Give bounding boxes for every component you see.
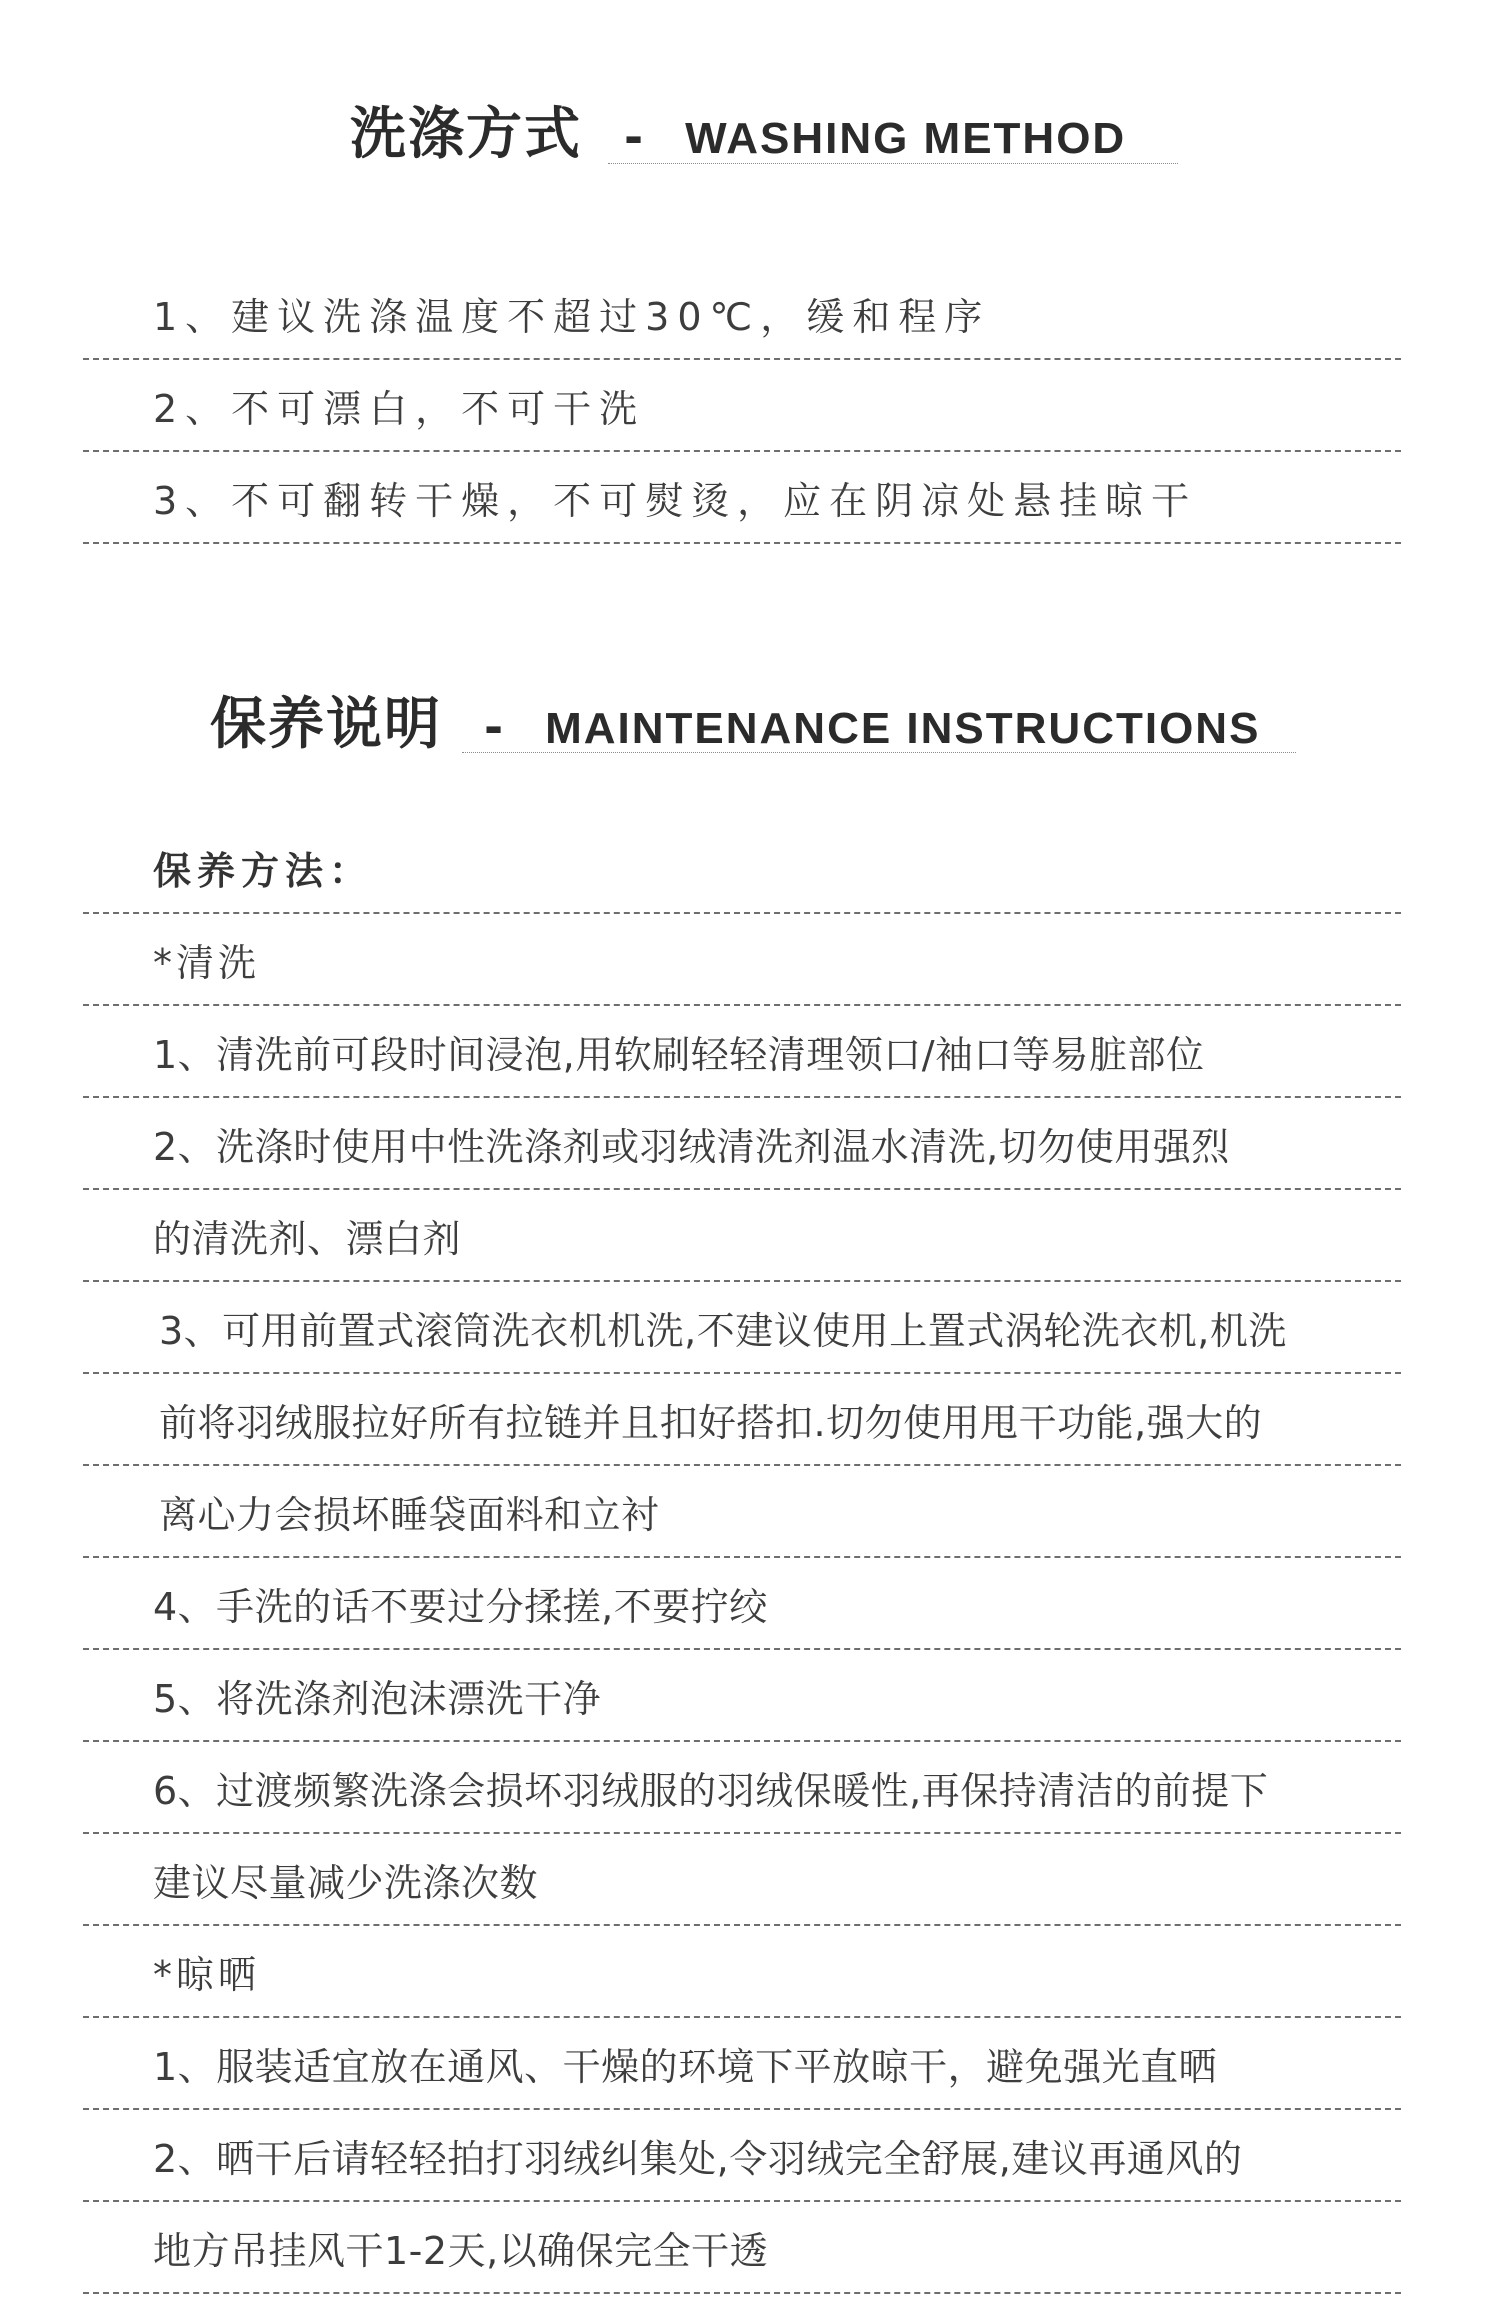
maintenance-line-text: 2、晒干后请轻轻拍打羽绒纠集处,令羽绒完全舒展,建议再通风的 (153, 2136, 1243, 2181)
maintenance-line (83, 1558, 1401, 1650)
maintenance-line (83, 1466, 1401, 1558)
maintenance-line (83, 1650, 1401, 1742)
washing-item (83, 268, 1401, 360)
washing-item-text: 3、不可翻转干燥，不可熨烫，应在阴凉处悬挂晾干 (153, 478, 1198, 523)
maintenance-line-text: 5、将洗涤剂泡沫漂洗干净 (153, 1676, 602, 1721)
maintenance-line-text: 3、可用前置式滚筒洗衣机机洗,不建议使用上置式涡轮洗衣机,机洗 (159, 1308, 1287, 1353)
maintenance-line-text: 2、洗涤时使用中性洗涤剂或羽绒清洗剂温水清洗,切勿使用强烈 (153, 1124, 1230, 1169)
maintenance-method-label: 保养方法： (153, 848, 374, 893)
washing-item-text: 2、不可漂白，不可干洗 (153, 386, 646, 431)
maintenance-method-label-row (83, 822, 1401, 914)
maintenance-line-text: 离心力会损坏睡袋面料和立衬 (159, 1492, 660, 1537)
maintenance-line-text: 1、清洗前可段时间浸泡,用软刷轻轻清理领口/袖口等易脏部位 (153, 1032, 1205, 1077)
washing-item-text: 1、建议洗涤温度不超过30℃，缓和程序 (153, 294, 991, 339)
maintenance-heading (210, 680, 1260, 760)
washing-item (83, 452, 1401, 544)
drying-subheading-row (83, 1926, 1401, 2018)
maintenance-line (83, 1834, 1401, 1926)
maintenance-line (83, 1098, 1401, 1190)
heading-dash: - (624, 110, 644, 164)
maintenance-line-text: 地方吊挂风干1-2天,以确保完全干透 (153, 2228, 769, 2273)
maintenance-line (83, 1742, 1401, 1834)
maintenance-title-en: MAINTENANCE INSTRUCTIONS (545, 704, 1261, 753)
heading-dash: - (484, 700, 504, 754)
washing-method-heading (350, 90, 1126, 170)
maintenance-line (83, 1282, 1401, 1374)
maintenance-line-text: 建议尽量减少洗涤次数 (153, 1860, 539, 1905)
maintenance-line (83, 2110, 1401, 2202)
maintenance-line-text: 6、过渡频繁洗涤会损坏羽绒服的羽绒保暖性,再保持清洁的前提下 (153, 1768, 1269, 1813)
maintenance-line-text: 4、手洗的话不要过分揉搓,不要拧绞 (153, 1584, 768, 1629)
maintenance-heading-underline (462, 752, 1296, 753)
washing-method-title-en: WASHING METHOD (685, 114, 1127, 163)
drying-subheading: *晾晒 (153, 1952, 261, 1997)
washing-subheading: *清洗 (153, 940, 261, 985)
maintenance-line-text: 1、服装适宜放在通风、干燥的环境下平放晾干，避免强光直晒 (153, 2044, 1218, 2089)
maintenance-line-text: 前将羽绒服拉好所有拉链并且扣好搭扣.切勿使用甩干功能,强大的 (159, 1400, 1263, 1445)
washing-heading-underline (608, 163, 1178, 164)
maintenance-line (83, 1374, 1401, 1466)
washing-method-title-cn: 洗涤方式 (350, 102, 582, 167)
maintenance-line (83, 1190, 1401, 1282)
maintenance-line-text: 的清洗剂、漂白剂 (153, 1216, 462, 1261)
washing-item (83, 360, 1401, 452)
maintenance-title-cn: 保养说明 (210, 692, 442, 757)
maintenance-line (83, 2018, 1401, 2110)
maintenance-line (83, 2202, 1401, 2294)
maintenance-line (83, 1006, 1401, 1098)
washing-subheading-row (83, 914, 1401, 1006)
